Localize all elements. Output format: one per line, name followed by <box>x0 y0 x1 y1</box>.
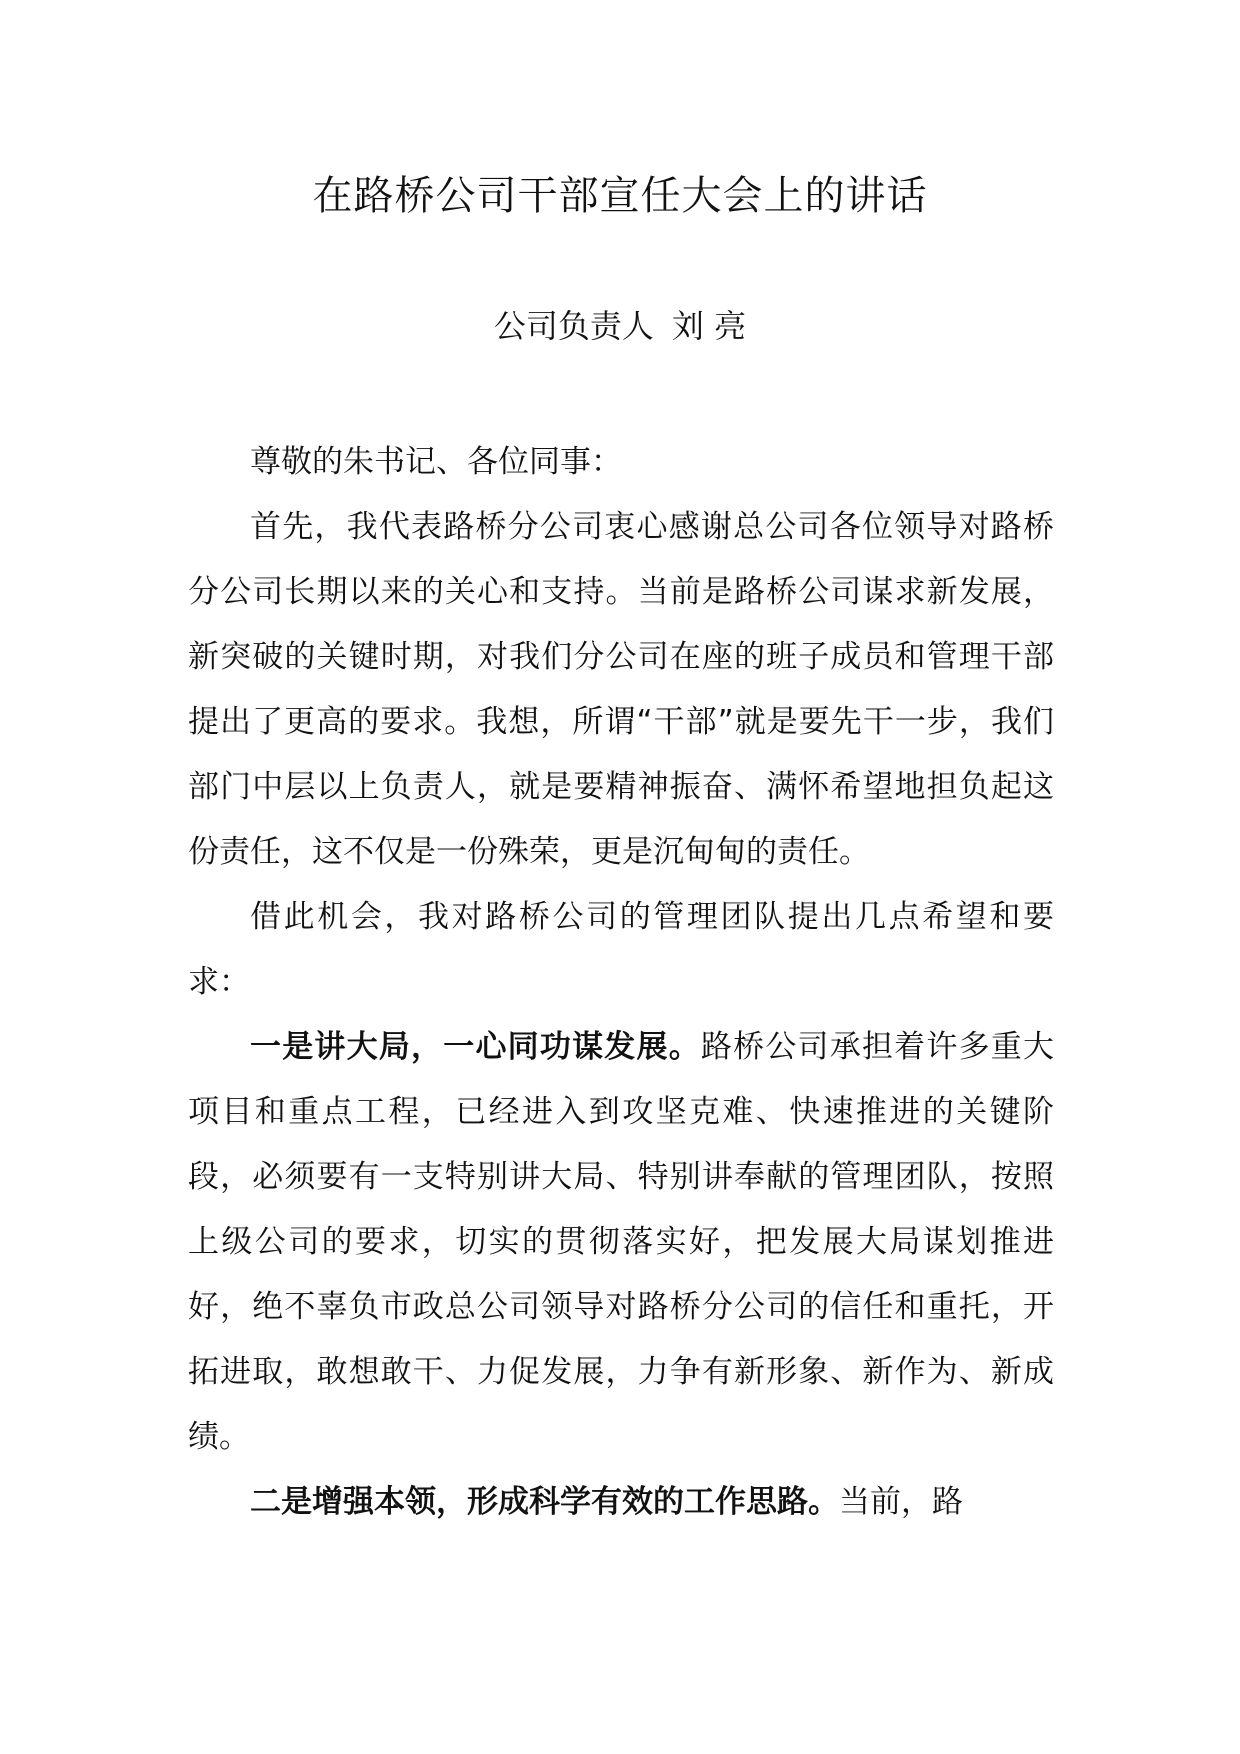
point-one-heading: 一是讲大局，一心同功谋发展。 <box>250 1029 701 1065</box>
paragraph-point-one <box>188 1015 1054 1470</box>
paragraph-thanks: 首先，我代表路桥分公司衷心感谢总公司各位领导对路桥分公司长期以来的关心和支持。当前是路桥公司谋求新发展，新突破的关键时期，对我们分公司在座的班子成员和管理干部提出了更高的要求。我想，所谓“干部”就是要先干一步，我们部门中层以上负责人，就是要精神振奋、满怀希望地担负起这份责任，这不仅是一份殊荣，更是沉甸甸的责任。 <box>188 509 1054 870</box>
document-title: 在路桥公司干部宣任大会上的讲话 <box>312 173 928 219</box>
point-one-text: 路桥公司承担着许多重大项目和重点工程，已经进入到攻坚克难、快速推进的关键阶段，必须要有一支特别讲大局、特别讲奉献的管理团队，按照上级公司的要求，切实的贯彻落实好，把发展大局谋划推进好，绝不辜负市政总公司领导对路桥分公司的信任和重托，开拓进取，敢想敢干、力促发展，力争有新形象、新作为、新成绩。 <box>188 1029 1055 1455</box>
author-line <box>0 302 1240 350</box>
paragraph-requirements-intro: 借此机会，我对路桥公司的管理团队提出几点希望和要求： <box>188 899 1054 1000</box>
point-two-text: 当前，路 <box>839 1484 963 1520</box>
greeting: 尊敬的朱书记、各位同事： <box>250 444 622 480</box>
author-name: 刘 亮 <box>671 307 747 345</box>
point-two-heading: 二是增强本领，形成科学有效的工作思路。 <box>250 1484 839 1520</box>
speech-body <box>188 430 1054 1535</box>
paragraph-point-two <box>188 1470 1054 1535</box>
author-role: 公司负责人 <box>493 307 654 345</box>
